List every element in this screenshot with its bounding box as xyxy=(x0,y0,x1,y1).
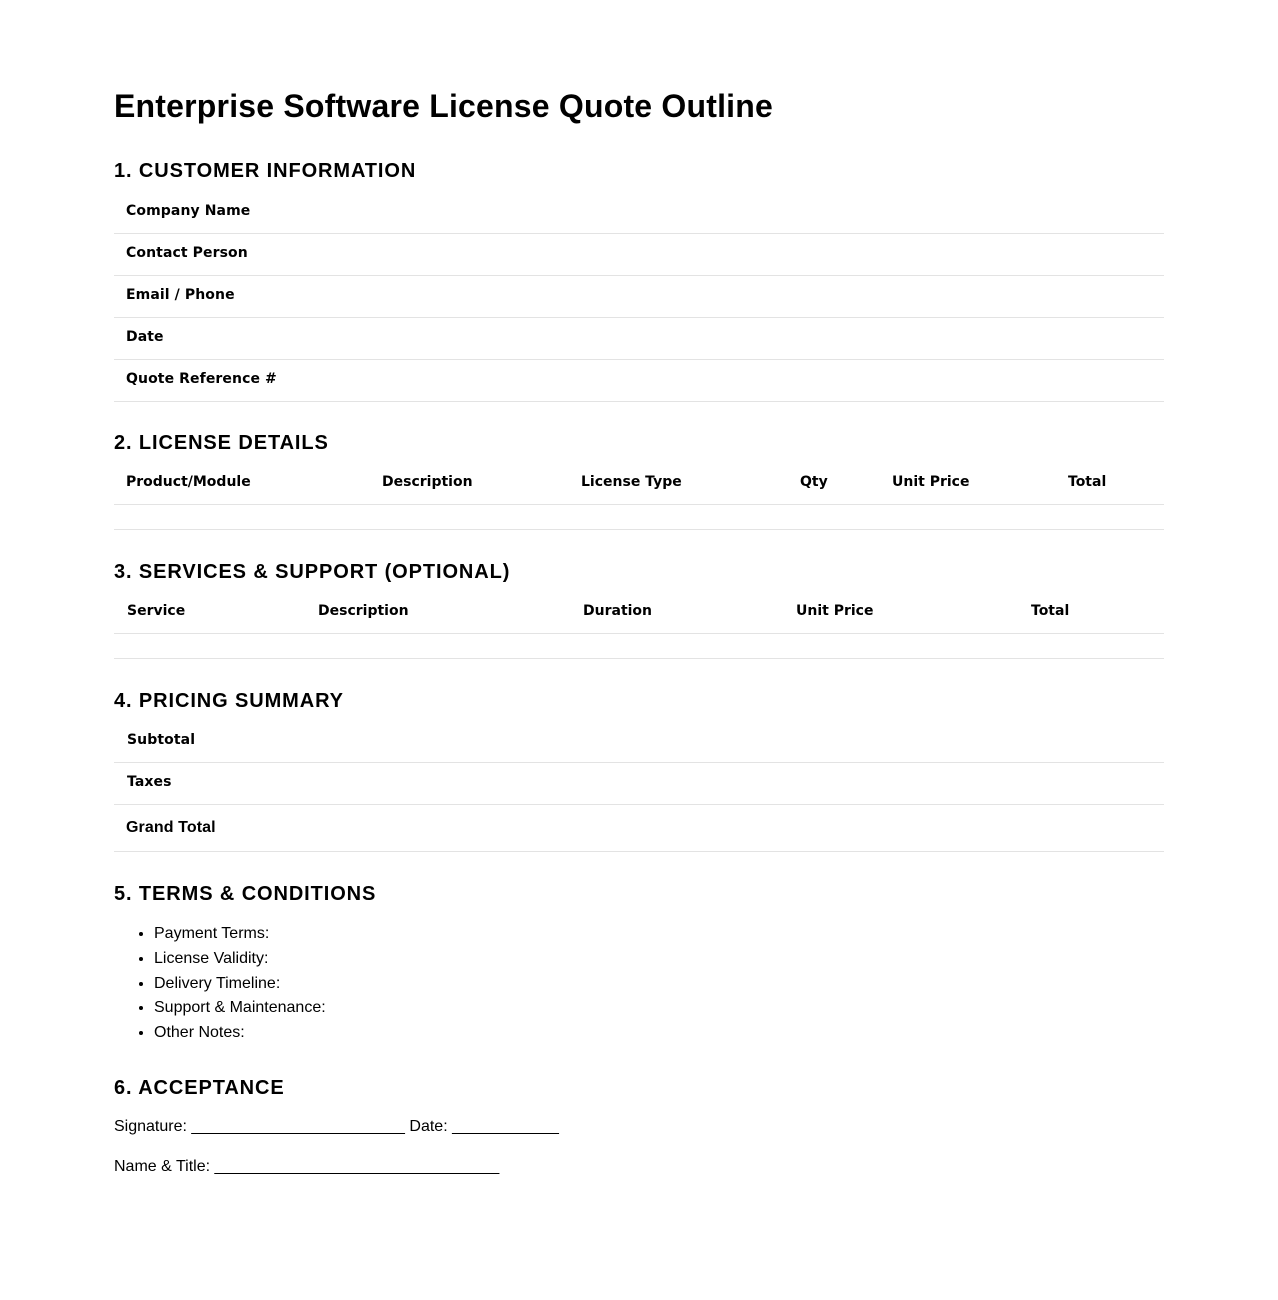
section-heading-license-details: 2. LICENSE DETAILS xyxy=(114,432,329,454)
customer-row-email-phone xyxy=(114,276,1164,318)
section-heading-acceptance: 6. ACCEPTANCE xyxy=(114,1077,285,1099)
taxes-label: Taxes xyxy=(127,774,172,790)
grand-total-label: Grand Total xyxy=(126,819,216,836)
column-header-total: Total xyxy=(1068,474,1107,490)
quote-reference-label: Quote Reference # xyxy=(126,371,277,387)
column-header-qty: Qty xyxy=(800,474,828,490)
terms-item-other-notes: • Other Notes: xyxy=(154,1021,326,1046)
customer-row-contact-person xyxy=(114,234,1164,276)
column-header-unit-price: Unit Price xyxy=(796,603,874,619)
column-header-description: Description xyxy=(318,603,409,619)
license-table-header xyxy=(114,463,1164,505)
section-heading-terms-conditions: 5. TERMS & CONDITIONS xyxy=(114,883,377,905)
section-heading-customer-information: 1. CUSTOMER INFORMATION xyxy=(114,160,417,182)
pricing-row-taxes xyxy=(114,763,1164,805)
column-header-unit-price: Unit Price xyxy=(892,474,970,490)
date-label: Date xyxy=(126,329,164,345)
pricing-summary-table xyxy=(114,721,1164,852)
services-support-table xyxy=(114,592,1164,659)
pricing-row-subtotal xyxy=(114,721,1164,763)
document-title: Enterprise Software License Quote Outline xyxy=(114,88,774,124)
contact-person-label: Contact Person xyxy=(126,245,248,261)
section-heading-pricing-summary: 4. PRICING SUMMARY xyxy=(114,690,344,712)
company-name-label: Company Name xyxy=(126,203,251,219)
column-header-license-type: License Type xyxy=(581,474,682,490)
customer-row-quote-reference xyxy=(114,360,1164,402)
customer-row-date xyxy=(114,318,1164,360)
terms-item-payment-terms: • Payment Terms: xyxy=(154,922,326,947)
column-header-product-module: Product/Module xyxy=(126,474,251,490)
column-header-description: Description xyxy=(382,474,473,490)
signature-date-line: Signature: ________________________ Date: ____________ xyxy=(114,1118,559,1135)
license-table-empty-row xyxy=(114,505,1164,530)
terms-item-delivery-timeline: • Delivery Timeline: xyxy=(154,972,326,997)
license-details-table xyxy=(114,463,1164,530)
name-title-line: Name & Title: ________________________________ xyxy=(114,1158,500,1175)
services-table-header xyxy=(114,592,1164,634)
column-header-duration: Duration xyxy=(583,603,653,619)
customer-information-table xyxy=(114,192,1164,402)
email-phone-label: Email / Phone xyxy=(126,287,235,303)
terms-item-license-validity: • License Validity: xyxy=(154,947,326,972)
terms-list xyxy=(114,922,326,1046)
column-header-total: Total xyxy=(1031,603,1070,619)
column-header-service: Service xyxy=(127,603,186,619)
pricing-row-grand-total xyxy=(114,805,1164,852)
services-table-empty-row xyxy=(114,634,1164,659)
section-heading-services-support: 3. SERVICES & SUPPORT (OPTIONAL) xyxy=(114,561,511,583)
terms-item-support-maintenance: • Support & Maintenance: xyxy=(154,996,326,1021)
customer-row-company-name xyxy=(114,192,1164,234)
subtotal-label: Subtotal xyxy=(127,732,196,748)
